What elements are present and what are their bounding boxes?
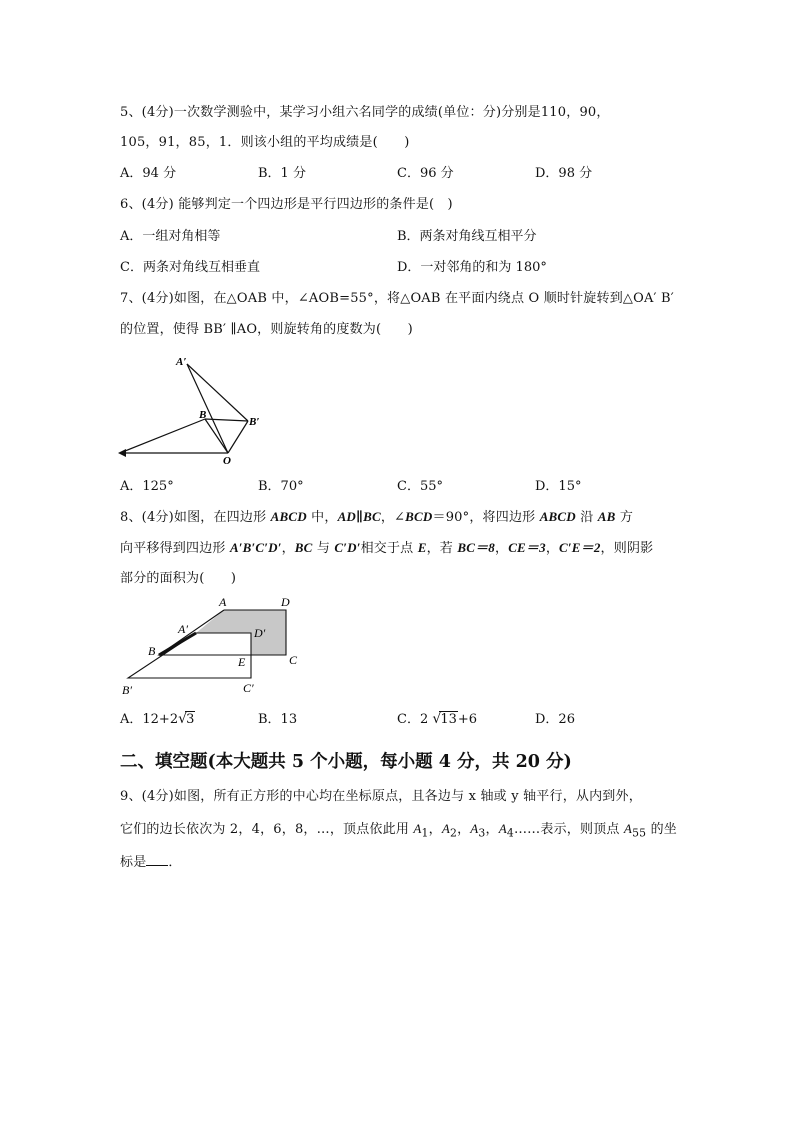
q6-text-line1: 6、(4分) 能够判定一个四边形是平行四边形的条件是( ) [120, 197, 453, 212]
q7-text-line2: 的位置，使得 BB′ ∥AO，则旋转角的度数为( ) [120, 322, 413, 337]
q7-option-d[interactable]: D．15° [535, 479, 582, 494]
q8-text-line3: 部分的面积为( ) [120, 571, 237, 586]
section-heading-fill-in: 二、填空题(本大题共 5 个小题，每小题 4 分，共 20 分) [120, 752, 572, 772]
q7-arrow-tip [118, 449, 126, 457]
q6-option-a[interactable]: A．一组对角相等 [120, 229, 221, 244]
q5-option-a[interactable]: A．94 分 [120, 166, 177, 181]
q8-label-d: D [281, 595, 290, 609]
q8-label-d-prime: D′ [254, 626, 266, 640]
q7-label-o: O [223, 455, 231, 467]
q8-option-c[interactable]: C．2 √ 13+6 [397, 711, 478, 727]
q7-text-line1: 7、(4分)如图，在△OAB 中，∠AOB=55°，将△OAB 在平面内绕点 O 顺时针旋转到△OA′ B′ [120, 291, 674, 306]
q5-option-c[interactable]: C．96 分 [397, 166, 454, 181]
q8-label-c-prime: C′ [243, 681, 254, 695]
q9-text-line3: 标是 ． [120, 852, 182, 872]
q6-option-b[interactable]: B．两条对角线互相平分 [397, 229, 537, 244]
q7-figure [110, 348, 270, 467]
q7-option-b[interactable]: B．70° [258, 479, 304, 494]
q8-label-c: C [289, 653, 298, 667]
q8-text-line2: 向平移得到四边形 A′B′C′D′，BC 与 C′D′相交于点 E，若 BC＝8，CE＝3，C′E＝2，则阴影 [120, 540, 654, 556]
q8-overlap-edge [159, 633, 196, 655]
q8-label-a-prime: A′ [178, 622, 188, 636]
q7-segment-bo [205, 419, 228, 453]
sqrt-sign: √ 13 [432, 711, 457, 727]
q7-label-b: B [199, 409, 207, 421]
q7-option-c[interactable]: C．55° [397, 479, 443, 494]
q7-segment-oa1 [187, 364, 228, 453]
q7-label-a-prime: A′ [176, 356, 187, 368]
q7-option-a[interactable]: A．125° [120, 479, 174, 494]
q8-option-a[interactable]: A．12+2 √ 3 [120, 711, 195, 727]
q5-text-line1: 5、(4分)一次数学测验中，某学习小组六名同学的成绩(单位：分)分别是110，90， [120, 105, 610, 120]
q8-label-a: A [219, 595, 227, 609]
q5-option-d[interactable]: D．98 分 [535, 166, 593, 181]
q8-text-line1: 8、(4分)如图，在四边形 ABCD 中，AD∥BC，∠BCD＝90°，将四边形 ABCD 沿 AB 方 [120, 509, 634, 525]
q7-label-b-prime: B′ [249, 416, 260, 428]
q8-label-b: B [148, 644, 156, 658]
q8-label-b-prime: B′ [122, 683, 132, 697]
q7-segment-a1b1 [187, 364, 248, 421]
answer-blank[interactable] [146, 852, 168, 866]
q6-option-c[interactable]: C．两条对角线互相垂直 [120, 260, 260, 275]
q8-label-e: E [238, 655, 246, 669]
sqrt-sign: √ 3 [178, 711, 195, 727]
q9-text-line1: 9、(4分)如图，所有正方形的中心均在坐标原点，且各边与 x 轴或 y 轴平行，从内到外， [120, 789, 642, 804]
q5-text-line2: 105，91，85，1．则该小组的平均成绩是( ) [120, 135, 410, 150]
q8-option-b[interactable]: B．13 [258, 712, 298, 727]
q7-segment-bb1 [205, 419, 248, 421]
q8-option-d[interactable]: D．26 [535, 712, 575, 727]
q7-segment-ob1 [228, 421, 248, 453]
q8-figure [118, 592, 318, 702]
q5-option-b[interactable]: B．1 分 [258, 166, 306, 181]
q9-text-line2: 它们的边长依次为 2，4，6，8，…，顶点依此用 $A_1$，$A_2$，$A_3$，$A_4\dots\dots$表示，则顶点 $A_{55}$ 的坐 [120, 821, 677, 840]
q7-segment-ab [120, 419, 205, 453]
q6-option-d[interactable]: D．一对邻角的和为 180° [397, 260, 547, 275]
